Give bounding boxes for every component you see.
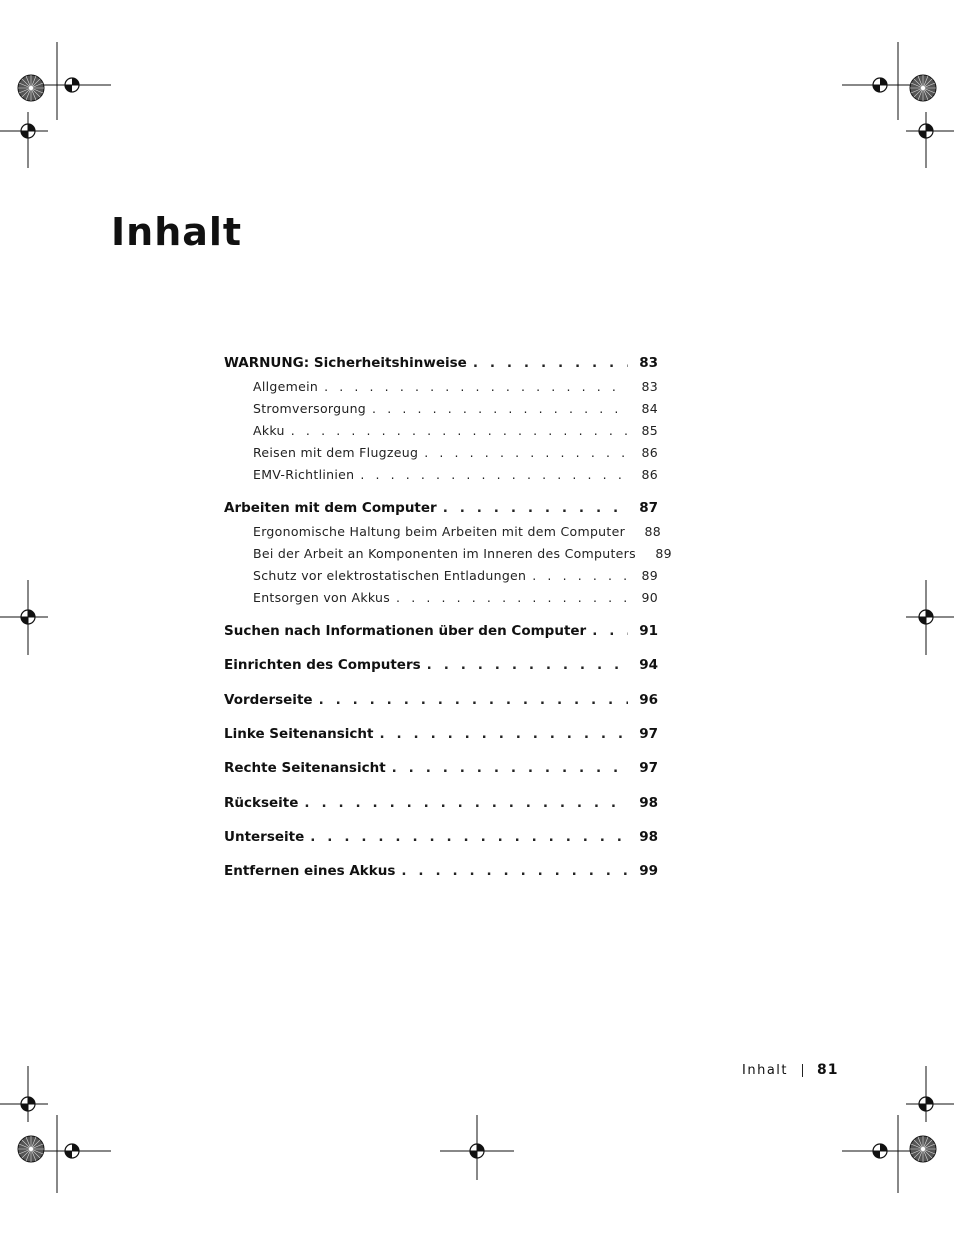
footer-page-number: 81 xyxy=(817,1062,839,1078)
toc-entry-page: 89 xyxy=(641,568,658,583)
toc-entry-title: Vorderseite xyxy=(224,692,313,708)
toc-entry-title: Arbeiten mit dem Computer xyxy=(224,500,437,516)
page-title: Inhalt xyxy=(111,210,243,254)
toc-entry-title: Entsorgen von Akkus xyxy=(253,590,391,605)
toc-entry-page: 89 xyxy=(655,546,672,561)
toc-entry-title: Allgemein xyxy=(253,379,319,394)
toc-entry-page: 98 xyxy=(639,829,658,845)
toc-entry-title: Stromversorgung xyxy=(253,401,367,416)
toc-entry-title: Rückseite xyxy=(224,795,299,811)
toc-entry-page: 96 xyxy=(639,692,658,708)
toc-entry-page: 86 xyxy=(641,445,658,460)
footer-section-label: Inhalt xyxy=(742,1062,788,1078)
toc-entry-page: 97 xyxy=(639,760,658,776)
toc-entry-title: Bei der Arbeit an Komponenten im Inneren des Computers xyxy=(253,546,636,561)
toc-entry-page: 86 xyxy=(641,467,658,482)
toc-entry-page: 88 xyxy=(644,524,662,539)
toc-entry-page: 94 xyxy=(639,657,658,673)
toc-entry-page: 98 xyxy=(639,795,658,811)
toc-entry-page: 87 xyxy=(639,500,658,516)
toc-entry-title: Schutz vor elektrostatischen Entladungen xyxy=(253,568,527,583)
toc-entry-title: Ergonomische Haltung beim Arbeiten mit dem Computer xyxy=(253,524,626,539)
toc-entry-page: 83 xyxy=(641,379,658,394)
toc-entry-page: 97 xyxy=(639,726,658,742)
toc-entry-page: 85 xyxy=(641,423,658,438)
toc-entry-page: 83 xyxy=(639,355,658,371)
toc-entry-title: Reisen mit dem Flugzeug xyxy=(253,445,419,460)
toc-entry-title: WARNUNG: Sicherheitshinweise xyxy=(224,355,467,371)
toc-entry-title: Suchen nach Informationen über den Computer xyxy=(224,623,587,639)
toc-entry-title: Unterseite xyxy=(224,829,305,845)
toc-entry-page: 91 xyxy=(639,623,658,639)
toc-entry-title: Akku xyxy=(253,423,285,438)
toc-entry-title: Einrichten des Computers xyxy=(224,657,421,673)
toc-entry-page: 90 xyxy=(641,590,658,605)
toc-entry-title: Rechte Seitenansicht xyxy=(224,760,386,776)
toc-entry-title: Entfernen eines Akkus xyxy=(224,863,396,879)
toc-entry-page: 99 xyxy=(639,863,658,879)
toc-entry-title: Linke Seitenansicht xyxy=(224,726,374,742)
toc-entry-title: EMV-Richtlinien xyxy=(253,467,355,482)
toc-entry-page: 84 xyxy=(641,401,658,416)
